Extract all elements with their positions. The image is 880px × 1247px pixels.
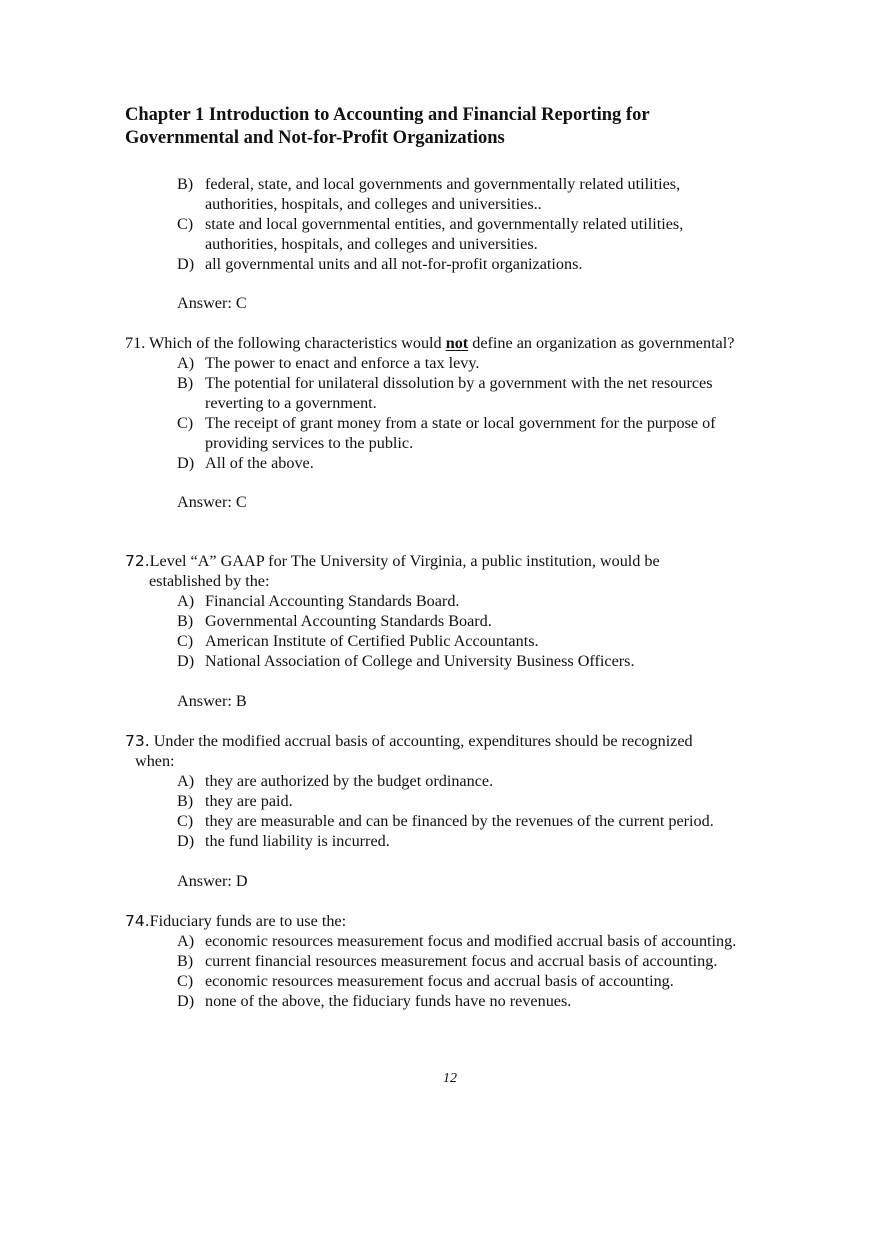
- question-stem-part: Which of the following characteristics would: [149, 334, 442, 352]
- option-letter: D): [177, 454, 195, 472]
- q72-option-b: [177, 611, 797, 631]
- q73-options: [177, 771, 837, 851]
- option-letter: D): [177, 832, 195, 850]
- q71-option-d: [177, 453, 797, 473]
- option-text: federal, state, and local governments and governmentally related utilities,: [205, 175, 681, 193]
- q71-option-b: [177, 373, 797, 413]
- q74-option-c: [177, 971, 857, 991]
- option-letter: A): [177, 592, 195, 610]
- option-letter: B): [177, 175, 194, 193]
- option-letter: A): [177, 354, 195, 372]
- option-letter: D): [177, 255, 195, 273]
- q74-option-a: [177, 931, 857, 951]
- question-number: 71.: [125, 334, 146, 352]
- option-letter: C): [177, 972, 194, 990]
- option-text: economic resources measurement focus and modified accrual basis of accounting.: [205, 932, 737, 950]
- q71-option-c: [177, 413, 797, 453]
- option-text-cont: authorities, hospitals, and colleges and universities.: [205, 235, 538, 253]
- page-number: 12: [443, 1071, 457, 1086]
- question-stem-line-2: when:: [135, 752, 175, 770]
- option-letter: D): [177, 652, 195, 670]
- option-letter: A): [177, 932, 195, 950]
- page-title: [125, 104, 845, 150]
- q70-option-d: [177, 254, 797, 274]
- q72-options: [177, 591, 797, 671]
- option-text: they are authorized by the budget ordinance.: [205, 772, 494, 790]
- q73-option-d: [177, 831, 837, 851]
- q73-answer: Answer: D: [177, 872, 248, 890]
- option-letter: B): [177, 374, 194, 392]
- title-line-2: Governmental and Not-for-Profit Organizations: [125, 128, 505, 148]
- q70-option-c: [177, 214, 797, 254]
- option-letter: A): [177, 772, 195, 790]
- option-text: All of the above.: [205, 454, 314, 472]
- option-letter: B): [177, 792, 194, 810]
- q74-stem: [125, 911, 825, 931]
- option-text: they are paid.: [205, 792, 293, 810]
- option-letter: C): [177, 632, 194, 650]
- option-text: American Institute of Certified Public Accountants.: [205, 632, 539, 650]
- option-text: the fund liability is incurred.: [205, 832, 390, 850]
- option-letter: D): [177, 992, 195, 1010]
- q72-answer: Answer: B: [177, 692, 247, 710]
- q73-option-b: [177, 791, 837, 811]
- q71-options: [177, 353, 797, 473]
- title-line-1: Chapter 1 Introduction to Accounting and Financial Reporting for: [125, 105, 650, 125]
- question-stem-line-1: Level “A” GAAP for The University of Virginia, a public institution, would be: [149, 552, 660, 570]
- question-stem-emphasis: not: [445, 334, 469, 352]
- question-number: 73.: [125, 732, 150, 750]
- option-text: Financial Accounting Standards Board.: [205, 592, 460, 610]
- question-stem-line-1: Fiduciary funds are to use the:: [149, 912, 347, 930]
- q72-option-c: [177, 631, 797, 651]
- option-text: The receipt of grant money from a state or local government for the purpose of: [205, 414, 716, 432]
- q70-answer: Answer: C: [177, 294, 247, 312]
- option-text: The power to enact and enforce a tax levy.: [205, 354, 480, 372]
- question-stem-part: define an organization as governmental?: [472, 334, 735, 352]
- option-letter: C): [177, 812, 194, 830]
- q73-stem: [125, 731, 825, 771]
- q74-option-b: [177, 951, 857, 971]
- option-letter: B): [177, 952, 194, 970]
- option-text: Governmental Accounting Standards Board.: [205, 612, 492, 630]
- question-stem-line-1: Under the modified accrual basis of accounting, expenditures should be recognized: [153, 732, 693, 750]
- option-text: National Association of College and University Business Officers.: [205, 652, 635, 670]
- option-letter: C): [177, 215, 194, 233]
- question-number: 74.: [125, 912, 150, 930]
- option-text: none of the above, the fiduciary funds have no revenues.: [205, 992, 572, 1010]
- option-text: economic resources measurement focus and accrual basis of accounting.: [205, 972, 674, 990]
- option-text: The potential for unilateral dissolution by a government with the net resources: [205, 374, 713, 392]
- option-text-cont: providing services to the public.: [205, 434, 414, 452]
- q71-stem: [125, 333, 825, 353]
- question-number: 72.: [125, 552, 150, 570]
- q73-option-c: [177, 811, 837, 831]
- option-text: current financial resources measurement focus and accrual basis of accounting.: [205, 952, 718, 970]
- option-text: all governmental units and all not-for-profit organizations.: [205, 255, 583, 273]
- q71-answer: Answer: C: [177, 493, 247, 511]
- q72-stem: [125, 551, 805, 591]
- q72-option-d: [177, 651, 797, 671]
- option-letter: B): [177, 612, 194, 630]
- option-letter: C): [177, 414, 194, 432]
- q70-option-b: [177, 174, 797, 214]
- q73-option-a: [177, 771, 837, 791]
- option-text-cont: reverting to a government.: [205, 394, 377, 412]
- question-stem-line-2: established by the:: [149, 572, 270, 590]
- option-text: they are measurable and can be financed by the revenues of the current period.: [205, 812, 714, 830]
- q74-option-d: [177, 991, 857, 1011]
- q70-options: [177, 174, 797, 274]
- option-text-cont: authorities, hospitals, and colleges and universities..: [205, 195, 542, 213]
- q72-option-a: [177, 591, 797, 611]
- q71-option-a: [177, 353, 797, 373]
- q74-options: [177, 931, 857, 1011]
- option-text: state and local governmental entities, and governmentally related utilities,: [205, 215, 684, 233]
